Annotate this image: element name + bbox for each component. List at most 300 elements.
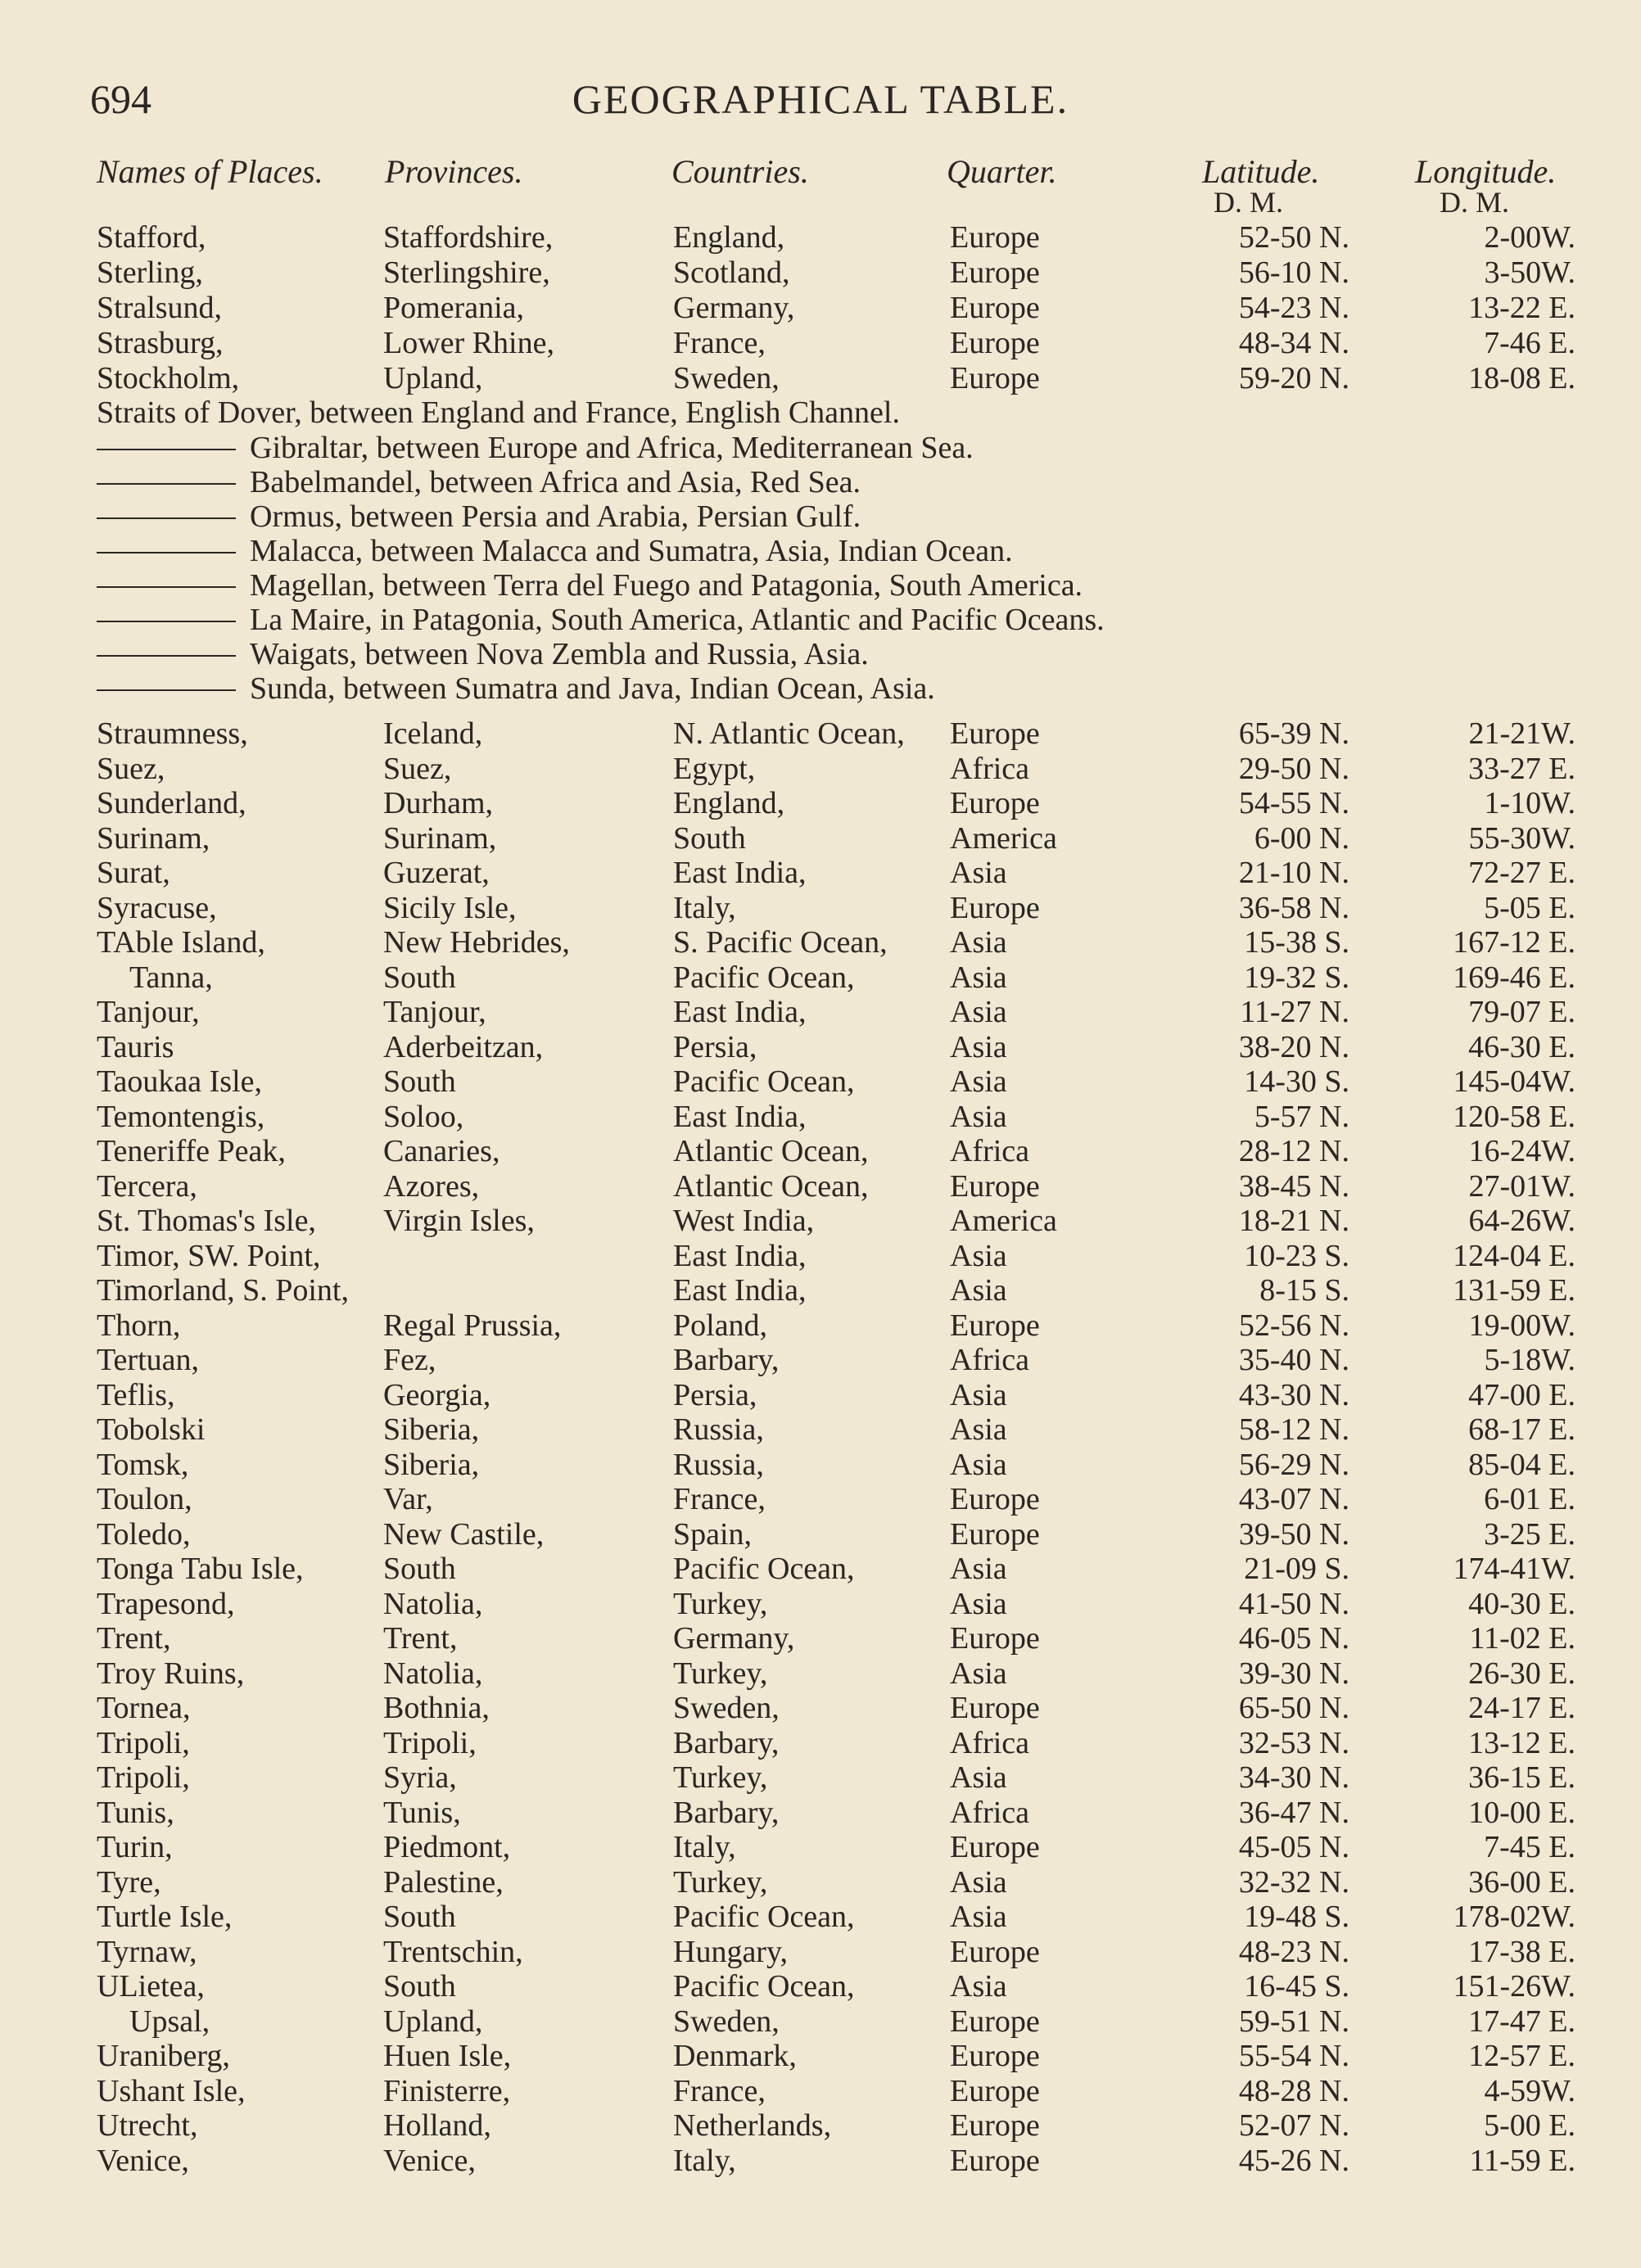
- longitude: 3-25 E.: [1484, 1517, 1575, 1552]
- country: England,: [673, 786, 785, 820]
- country: Barbary,: [673, 1726, 780, 1760]
- latitude: 43-07 N.: [1238, 1482, 1349, 1516]
- province: Syria,: [383, 1760, 457, 1795]
- table-row: [0, 2004, 1641, 2040]
- country: Denmark,: [673, 2039, 797, 2073]
- longitude: 5-00 E.: [1484, 2108, 1575, 2143]
- table-row: [0, 2038, 1641, 2074]
- place-name: ULietea,: [97, 1969, 205, 2004]
- province: Bothnia,: [383, 1691, 490, 1725]
- table-row: [0, 1864, 1641, 1900]
- latitude: 18-21 N.: [1238, 1204, 1349, 1238]
- table-row: [0, 1342, 1641, 1378]
- latitude: 19-48 S.: [1244, 1900, 1349, 1934]
- latitude: 19-32 S.: [1244, 960, 1349, 995]
- province: Staffordshire,: [383, 220, 554, 255]
- quarter: Asia: [950, 1239, 1007, 1273]
- latitude: 43-30 N.: [1238, 1378, 1349, 1412]
- longitude: 72-27 E.: [1468, 856, 1575, 890]
- table-row: [0, 994, 1641, 1030]
- place-name: Trent,: [97, 1621, 171, 1656]
- place-name: Teneriffe Peak,: [97, 1134, 286, 1168]
- place-name: Troy Ruins,: [97, 1656, 245, 1691]
- longitude: 17-47 E.: [1468, 2004, 1575, 2039]
- longitude: 120-58 E.: [1453, 1100, 1575, 1134]
- longitude: 40-30 E.: [1468, 1587, 1575, 1621]
- quarter: Asia: [950, 1587, 1007, 1621]
- quarter: Asia: [950, 1656, 1007, 1691]
- latitude: 39-50 N.: [1238, 1517, 1349, 1552]
- country: Pacific Ocean,: [673, 1552, 855, 1586]
- quarter: Asia: [950, 1900, 1007, 1934]
- country: Scotland,: [673, 255, 790, 290]
- latitude: 55-54 N.: [1238, 2039, 1349, 2073]
- quarter: Europe: [950, 2144, 1040, 2178]
- table-row: [0, 751, 1641, 787]
- longitude: 169-46 E.: [1453, 960, 1575, 995]
- latitude: 5-57 N.: [1254, 1100, 1349, 1134]
- table-row: [0, 1760, 1641, 1796]
- longitude: 36-15 E.: [1468, 1760, 1575, 1795]
- country: Germany,: [673, 291, 795, 325]
- place-name: Stafford,: [97, 220, 206, 255]
- latitude: 38-20 N.: [1238, 1030, 1349, 1064]
- country: S. Pacific Ocean,: [673, 925, 888, 960]
- longitude: 5-05 E.: [1484, 891, 1575, 925]
- straits-entry: [0, 671, 1641, 706]
- province: Sterlingshire,: [383, 255, 550, 290]
- latitude: 54-23 N.: [1238, 291, 1349, 325]
- quarter: Europe: [950, 2039, 1040, 2073]
- table-row: [0, 1308, 1641, 1344]
- quarter: Africa: [950, 1796, 1030, 1830]
- quarter: Africa: [950, 1134, 1030, 1168]
- longitude: 18-08 E.: [1468, 361, 1575, 395]
- latitude: 34-30 N.: [1238, 1760, 1349, 1795]
- country: Pacific Ocean,: [673, 960, 855, 995]
- province: South: [383, 1552, 456, 1586]
- country: Sweden,: [673, 361, 780, 395]
- country: Sweden,: [673, 1691, 780, 1725]
- country: West India,: [673, 1204, 815, 1238]
- latitude: 21-09 S.: [1244, 1552, 1349, 1586]
- table-row: [0, 1656, 1641, 1692]
- place-name: Tonga Tabu Isle,: [97, 1552, 304, 1586]
- country: Persia,: [673, 1378, 757, 1412]
- quarter: Asia: [950, 1030, 1007, 1064]
- place-name: Trapesond,: [97, 1587, 235, 1621]
- straits-text: Malacca, between Malacca and Sumatra, Asia, Indian Ocean.: [250, 534, 1013, 568]
- place-name: Turin,: [97, 1830, 173, 1864]
- country: France,: [673, 326, 766, 360]
- longitude: 16-24W.: [1468, 1134, 1575, 1168]
- place-name: Tanjour,: [97, 995, 200, 1029]
- table-row: [0, 820, 1641, 856]
- longitude: 11-59 E.: [1469, 2144, 1575, 2178]
- quarter: Asia: [950, 1273, 1007, 1308]
- country: East India,: [673, 1100, 807, 1134]
- country: Turkey,: [673, 1656, 768, 1691]
- quarter: Europe: [950, 326, 1040, 360]
- table-row: [0, 2108, 1641, 2144]
- place-name: Tornea,: [97, 1691, 191, 1725]
- place-name: Surinam,: [97, 821, 210, 856]
- quarter: Africa: [950, 752, 1030, 786]
- country: England,: [673, 220, 785, 255]
- place-name: Taoukaa Isle,: [97, 1064, 263, 1099]
- quarter: Asia: [950, 1969, 1007, 2004]
- quarter: Europe: [950, 1935, 1040, 1969]
- straits-entry: [0, 465, 1641, 499]
- longitude: 24-17 E.: [1468, 1691, 1575, 1725]
- latitude: 52-56 N.: [1238, 1308, 1349, 1343]
- province: Guzerat,: [383, 856, 490, 890]
- province: Surinam,: [383, 821, 497, 856]
- quarter: Africa: [950, 1726, 1030, 1760]
- latitude: 14-30 S.: [1244, 1064, 1349, 1099]
- longitude: 6-01 E.: [1484, 1482, 1575, 1516]
- quarter: Europe: [950, 2074, 1040, 2108]
- straits-text: Straits of Dover, between England and France, English Channel.: [97, 395, 900, 430]
- quarter: Asia: [950, 1064, 1007, 1099]
- quarter: Europe: [950, 786, 1040, 820]
- straits-entry: [0, 499, 1641, 534]
- straits-entry: [0, 637, 1641, 671]
- table-row: [0, 1690, 1641, 1726]
- latitude: 58-12 N.: [1238, 1412, 1349, 1447]
- quarter: Asia: [950, 1378, 1007, 1412]
- country: Netherlands,: [673, 2108, 832, 2143]
- province: Soloo,: [383, 1100, 464, 1134]
- quarter: Europe: [950, 1308, 1040, 1343]
- col-header-quarter: Quarter.: [947, 153, 1057, 190]
- col-subheader-latitude: D. M.: [1214, 186, 1284, 219]
- place-name: Upsal,: [129, 2004, 210, 2039]
- country: Poland,: [673, 1308, 768, 1343]
- table-row: [0, 1551, 1641, 1587]
- place-name: Suez,: [97, 752, 165, 786]
- place-name: Straumness,: [97, 716, 248, 751]
- latitude: 10-23 S.: [1244, 1239, 1349, 1273]
- table-row: [0, 1725, 1641, 1761]
- place-name: Venice,: [97, 2144, 189, 2178]
- place-name: Turtle Isle,: [97, 1900, 233, 1934]
- province: New Hebrides,: [383, 925, 570, 960]
- table-row: [0, 1899, 1641, 1935]
- quarter: Asia: [950, 856, 1007, 890]
- place-name: Stockholm,: [97, 361, 240, 395]
- latitude: 35-40 N.: [1238, 1343, 1349, 1377]
- quarter: Europe: [950, 361, 1040, 395]
- table-row: [0, 785, 1641, 821]
- ditto-dash: [97, 483, 236, 485]
- ditto-dash: [97, 449, 236, 450]
- place-name: Tauris: [97, 1030, 174, 1064]
- latitude: 45-26 N.: [1238, 2144, 1349, 2178]
- country: Turkey,: [673, 1587, 768, 1621]
- place-name: Uraniberg,: [97, 2039, 230, 2073]
- longitude: 46-30 E.: [1468, 1030, 1575, 1064]
- country: France,: [673, 1482, 766, 1516]
- quarter: Europe: [950, 255, 1040, 290]
- table-row: [0, 1829, 1641, 1865]
- place-name: Tripoli,: [97, 1760, 190, 1795]
- latitude: 16-45 S.: [1244, 1969, 1349, 2004]
- table-row: [0, 890, 1641, 926]
- province: Palestine,: [383, 1865, 504, 1900]
- col-header-latitude: Latitude.: [1202, 153, 1320, 190]
- straits-text: Babelmandel, between Africa and Asia, Red Sea.: [250, 465, 861, 499]
- table-row: [0, 1934, 1641, 1970]
- table-row: [0, 855, 1641, 891]
- country: Italy,: [673, 2144, 736, 2178]
- table-row: [0, 1168, 1641, 1204]
- latitude: 65-50 N.: [1238, 1691, 1349, 1725]
- province: Azores,: [383, 1169, 480, 1204]
- straits-text: La Maire, in Patagonia, South America, Atlantic and Pacific Oceans.: [250, 603, 1105, 637]
- latitude: 56-29 N.: [1238, 1448, 1349, 1482]
- province: Regal Prussia,: [383, 1308, 562, 1343]
- place-name: Surat,: [97, 856, 170, 890]
- quarter: Europe: [950, 291, 1040, 325]
- place-name: Tertuan,: [97, 1343, 200, 1377]
- table-row: [0, 325, 1641, 361]
- straits-text: Gibraltar, between Europe and Africa, Mediterranean Sea.: [250, 431, 974, 465]
- ditto-dash: [97, 689, 236, 691]
- place-name: Strasburg,: [97, 326, 224, 360]
- province: Holland,: [383, 2108, 491, 2143]
- quarter: America: [950, 821, 1057, 856]
- province: Siberia,: [383, 1412, 480, 1447]
- province: New Castile,: [383, 1517, 545, 1552]
- province: Lower Rhine,: [383, 326, 554, 360]
- province: Canaries,: [383, 1134, 500, 1168]
- longitude: 21-21W.: [1468, 716, 1575, 751]
- longitude: 27-01W.: [1468, 1169, 1575, 1204]
- longitude: 145-04W.: [1453, 1064, 1575, 1099]
- latitude: 41-50 N.: [1238, 1587, 1349, 1621]
- quarter: Europe: [950, 716, 1040, 751]
- country: South: [673, 821, 746, 856]
- latitude: 65-39 N.: [1238, 716, 1349, 751]
- longitude: 47-00 E.: [1468, 1378, 1575, 1412]
- longitude: 10-00 E.: [1468, 1796, 1575, 1830]
- quarter: Asia: [950, 1448, 1007, 1482]
- quarter: Asia: [950, 995, 1007, 1029]
- province: Fez,: [383, 1343, 436, 1377]
- latitude: 59-20 N.: [1238, 361, 1349, 395]
- table-row: [0, 1064, 1641, 1100]
- longitude: 68-17 E.: [1468, 1412, 1575, 1447]
- country: Russia,: [673, 1448, 764, 1482]
- place-name: Timor, SW. Point,: [97, 1239, 321, 1273]
- country: Barbary,: [673, 1796, 780, 1830]
- place-name: St. Thomas's Isle,: [97, 1204, 316, 1238]
- place-name: Syracuse,: [97, 891, 217, 925]
- quarter: Europe: [950, 1621, 1040, 1656]
- longitude: 124-04 E.: [1453, 1239, 1575, 1273]
- longitude: 26-30 E.: [1468, 1656, 1575, 1691]
- table-row: [0, 1238, 1641, 1274]
- country: Egypt,: [673, 752, 756, 786]
- quarter: Europe: [950, 220, 1040, 255]
- table-row: [0, 360, 1641, 396]
- quarter: Europe: [950, 2004, 1040, 2039]
- longitude: 2-00W.: [1484, 220, 1575, 255]
- latitude: 52-50 N.: [1238, 220, 1349, 255]
- province: South: [383, 1900, 456, 1934]
- country: Turkey,: [673, 1865, 768, 1900]
- province: Siberia,: [383, 1448, 480, 1482]
- place-name: Tomsk,: [97, 1448, 189, 1482]
- longitude: 33-27 E.: [1468, 752, 1575, 786]
- col-header-countries: Countries.: [671, 153, 809, 190]
- longitude: 85-04 E.: [1468, 1448, 1575, 1482]
- quarter: Africa: [950, 1343, 1030, 1377]
- province: Iceland,: [383, 716, 483, 751]
- table-row: [0, 1795, 1641, 1831]
- table-row: [0, 1516, 1641, 1552]
- latitude: 52-07 N.: [1238, 2108, 1349, 2143]
- col-header-longitude: Longitude.: [1415, 153, 1557, 190]
- longitude: 12-57 E.: [1468, 2039, 1575, 2073]
- province: South: [383, 1969, 456, 2004]
- quarter: Europe: [950, 1830, 1040, 1864]
- country: East India,: [673, 1273, 807, 1308]
- quarter: Europe: [950, 1169, 1040, 1204]
- country: Atlantic Ocean,: [673, 1134, 869, 1168]
- quarter: Asia: [950, 1865, 1007, 1900]
- table-row: [0, 1481, 1641, 1517]
- ditto-dash: [97, 552, 236, 553]
- straits-entry: [0, 534, 1641, 568]
- province: South: [383, 1064, 456, 1099]
- country: Pacific Ocean,: [673, 1064, 855, 1099]
- longitude: 151-26W.: [1453, 1969, 1575, 2004]
- quarter: Asia: [950, 960, 1007, 995]
- longitude: 3-50W.: [1484, 255, 1575, 290]
- table-row: [0, 1412, 1641, 1448]
- longitude: 13-12 E.: [1468, 1726, 1575, 1760]
- table-row: [0, 1029, 1641, 1065]
- province: Virgin Isles,: [383, 1204, 535, 1238]
- longitude: 7-46 E.: [1484, 326, 1575, 360]
- province: Finisterre,: [383, 2074, 511, 2108]
- straits-text: Ormus, between Persia and Arabia, Persian Gulf.: [250, 499, 861, 534]
- latitude: 32-53 N.: [1238, 1726, 1349, 1760]
- longitude: 174-41W.: [1453, 1552, 1575, 1586]
- table-row: [0, 1272, 1641, 1308]
- quarter: Europe: [950, 891, 1040, 925]
- quarter: Europe: [950, 1691, 1040, 1725]
- place-name: Teflis,: [97, 1378, 175, 1412]
- longitude: 17-38 E.: [1468, 1935, 1575, 1969]
- place-name: Timorland, S. Point,: [97, 1273, 349, 1308]
- place-name: TAble Island,: [97, 925, 265, 960]
- table-row: [0, 1133, 1641, 1169]
- table-row: [0, 290, 1641, 326]
- province: Sicily Isle,: [383, 891, 517, 925]
- latitude: 8-15 S.: [1259, 1273, 1349, 1308]
- longitude: 64-26W.: [1468, 1204, 1575, 1238]
- province: South: [383, 960, 456, 995]
- table-row: [0, 1377, 1641, 1413]
- longitude: 19-00W.: [1468, 1308, 1575, 1343]
- latitude: 45-05 N.: [1238, 1830, 1349, 1864]
- latitude: 21-10 N.: [1238, 856, 1349, 890]
- longitude: 4-59W.: [1484, 2074, 1575, 2108]
- province: Aderbeitzan,: [383, 1030, 544, 1064]
- country: Spain,: [673, 1517, 753, 1552]
- province: Natolia,: [383, 1587, 483, 1621]
- latitude: 54-55 N.: [1238, 786, 1349, 820]
- country: France,: [673, 2074, 766, 2108]
- province: Var,: [383, 1482, 433, 1516]
- province: Pomerania,: [383, 291, 525, 325]
- latitude: 29-50 N.: [1238, 752, 1349, 786]
- latitude: 48-28 N.: [1238, 2074, 1349, 2108]
- country: N. Atlantic Ocean,: [673, 716, 905, 751]
- latitude: 36-47 N.: [1238, 1796, 1349, 1830]
- page-title: GEOGRAPHICAL TABLE.: [572, 76, 1069, 122]
- place-name: Thorn,: [97, 1308, 181, 1343]
- place-name: Temontengis,: [97, 1100, 265, 1134]
- latitude: 48-23 N.: [1238, 1935, 1349, 1969]
- place-name: Stralsund,: [97, 291, 223, 325]
- quarter: Asia: [950, 1412, 1007, 1447]
- table-row: [0, 2143, 1641, 2179]
- longitude: 178-02W.: [1453, 1900, 1575, 1934]
- longitude: 13-22 E.: [1468, 291, 1575, 325]
- place-name: Tunis,: [97, 1796, 174, 1830]
- latitude: 39-30 N.: [1238, 1656, 1349, 1691]
- longitude: 55-30W.: [1468, 821, 1575, 856]
- longitude: 167-12 E.: [1453, 925, 1575, 960]
- country: Hungary,: [673, 1935, 788, 1969]
- table-row: [0, 1447, 1641, 1483]
- longitude: 79-07 E.: [1468, 995, 1575, 1029]
- table-row: [0, 219, 1641, 255]
- table-row: [0, 1968, 1641, 2004]
- province: Tripoli,: [383, 1726, 477, 1760]
- ditto-dash: [97, 517, 236, 519]
- country: Sweden,: [673, 2004, 780, 2039]
- ditto-dash: [97, 655, 236, 657]
- latitude: 36-58 N.: [1238, 891, 1349, 925]
- quarter: Europe: [950, 1517, 1040, 1552]
- longitude: 7-45 E.: [1484, 1830, 1575, 1864]
- country: Pacific Ocean,: [673, 1900, 855, 1934]
- country: Germany,: [673, 1621, 795, 1656]
- latitude: 56-10 N.: [1238, 255, 1349, 290]
- straits-entry: [0, 568, 1641, 603]
- country: Barbary,: [673, 1343, 780, 1377]
- latitude: 32-32 N.: [1238, 1865, 1349, 1900]
- table-row: [0, 960, 1641, 996]
- longitude: 36-00 E.: [1468, 1865, 1575, 1900]
- country: Turkey,: [673, 1760, 768, 1795]
- province: Natolia,: [383, 1656, 483, 1691]
- straits-text: Sunda, between Sumatra and Java, Indian Ocean, Asia.: [250, 671, 935, 706]
- quarter: America: [950, 1204, 1057, 1238]
- province: Huen Isle,: [383, 2039, 512, 2073]
- table-row: [0, 2073, 1641, 2109]
- straits-entry: [0, 431, 1641, 465]
- province: Upland,: [383, 361, 483, 395]
- col-header-provinces: Provinces.: [385, 153, 523, 190]
- province: Georgia,: [383, 1378, 491, 1412]
- quarter: Europe: [950, 1482, 1040, 1516]
